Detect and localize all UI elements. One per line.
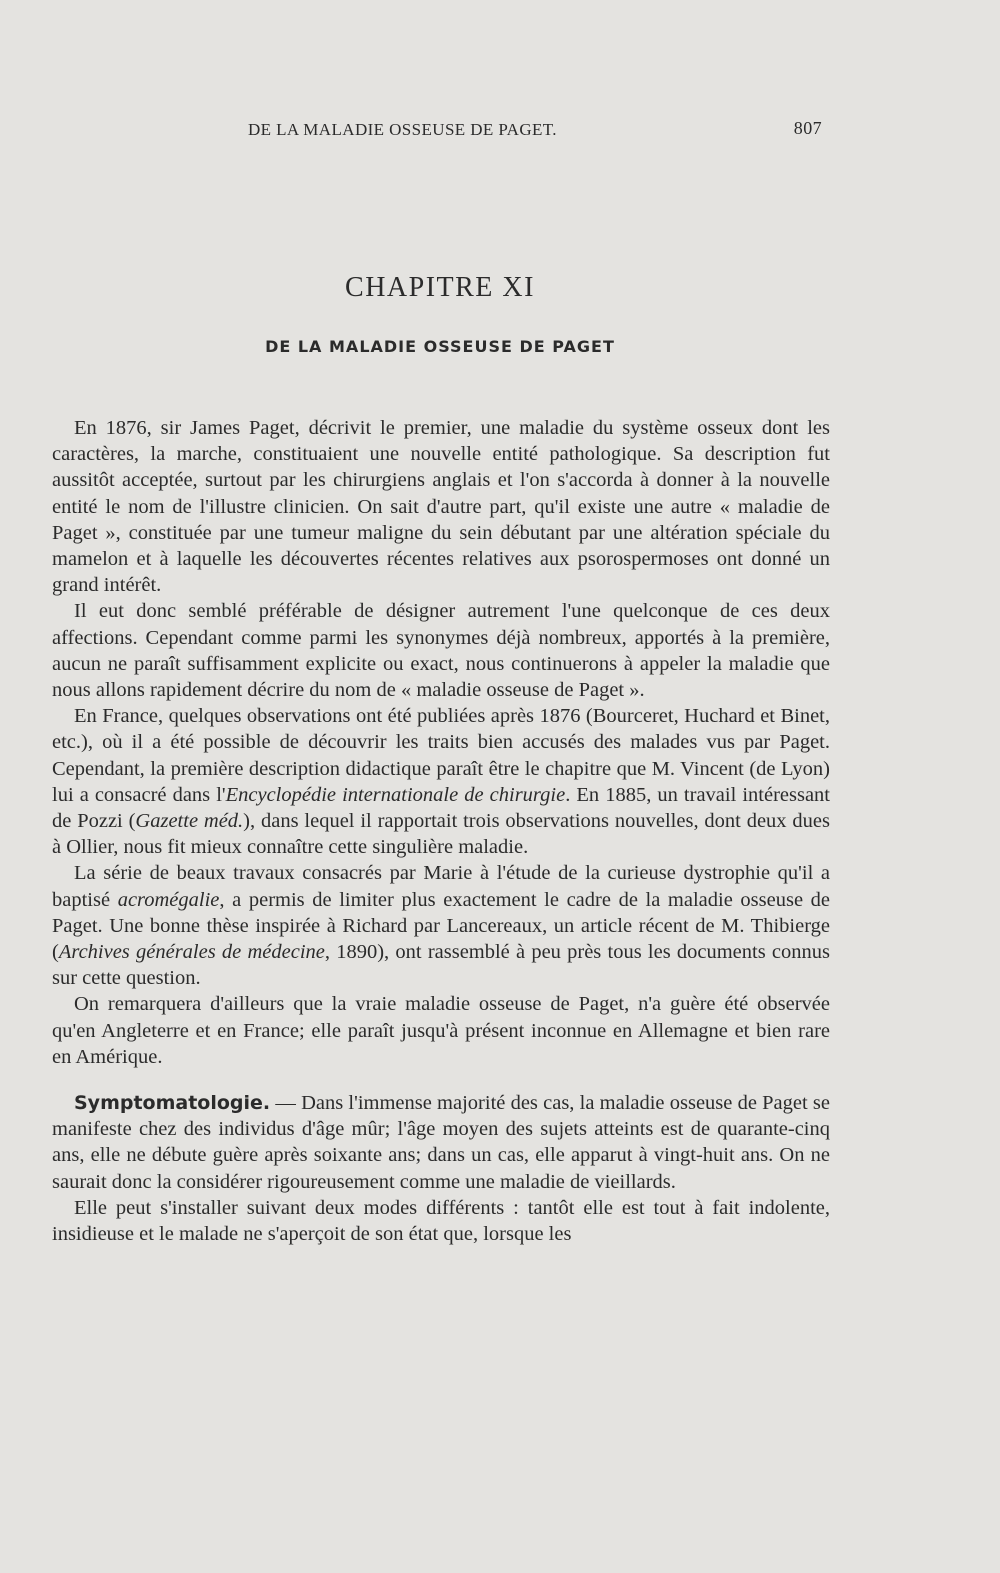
- paragraph-6-text: — Dans l'immense majorité des cas, la maladie osseuse de Paget se manifeste chez des individus d'âge mûr; l'âge moyen des sujets atteints est de quarante-cinq ans, elle ne débute guère après soixante ans; dans un cas, elle apparut à vingt-huit ans. On ne saurait donc la considérer rigoureusement comme une maladie de vieillards.: [52, 1092, 830, 1193]
- running-title: DE LA MALADIE OSSEUSE DE PAGET.: [248, 120, 557, 139]
- paragraph-3: [52, 703, 830, 860]
- paragraph-7: Elle peut s'installer suivant deux modes différents : tantôt elle est tout à fait indolente, insidieuse et le malade ne s'aperçoit de son état que, lorsque les: [52, 1196, 830, 1246]
- encyclopedie-title: Encyclopédie internationale de chirurgie: [225, 783, 566, 806]
- paragraph-4-text-a: La série de beaux travaux consacrés par Marie à l'étude de la curieuse dystrophie qu'il a baptisé: [52, 862, 830, 911]
- paragraph-4-text-c: , 1890), ont rassemblé à peu près tous les documents connus sur cette question.: [52, 941, 830, 990]
- section-heading: Symptomatologie.: [74, 1092, 271, 1115]
- paragraph-3-text-a: En France, quelques observations ont été publiées après 1876 (Bourceret, Huchard et Binet, etc.), où il a été possible de découvrir les traits bien accusés des malades vus par Paget. Cependant, la première description didactique paraît être le chapitre que M. Vincent (de Lyon) lui a consacré dans l': [52, 705, 830, 806]
- paragraph-3-text-c: ), dans lequel il rapportait trois observations nouvelles, dont deux dues à Ollier, nous fit mieux connaître cette singulière maladie.: [52, 810, 830, 859]
- archives-title: Archives générales de médecine: [58, 941, 325, 964]
- chapter-subtitle: DE LA MALADIE OSSEUSE DE PAGET: [265, 337, 615, 356]
- paragraph-1: En 1876, sir James Paget, décrivit le premier, une maladie du système osseux dont les caractères, la marche, constituaient une nouvelle entité pathologique. Sa description fut aussitôt acceptée, surtout par les chirurgiens anglais et l'on s'accorda à donner à la nouvelle entité le nom de l'illustre clinicien. On sait d'autre part, qu'il existe une autre « maladie de Paget », constituée par une tumeur maligne du sein débutant par une altération spéciale du mamelon et à laquelle les découvertes récentes relatives aux psorospermoses ont donné un grand intérêt.: [52, 417, 830, 597]
- paragraph-4: [52, 860, 830, 991]
- paragraph-6: [52, 1090, 830, 1195]
- body-text: [52, 415, 830, 1247]
- running-header: [52, 116, 822, 144]
- acromegalie-term: acromégalie: [117, 888, 220, 911]
- paragraph-3-text-b: . En 1885, un travail intéressant de Pozzi (: [52, 783, 830, 833]
- gazette-title: Gazette méd.: [135, 810, 244, 833]
- paragraph-2: Il eut donc semblé préférable de désigner autrement l'une quelconque de ces deux affections. Cependant comme parmi les synonymes déjà nombreux, apportés à la première, aucun ne paraît suffisamment explicite ou exact, nous continuerons à appeler la maladie que nous allons rapidement décrire du nom de « maladie osseuse de Paget ».: [52, 600, 830, 702]
- page-number: 807: [793, 118, 822, 138]
- paragraph-4-text-b: , a permis de limiter plus exactement le cadre de la maladie osseuse de Paget. Une bonne thèse inspirée à Richard par Lancereaux, un article récent de M. Thibierge (: [52, 888, 830, 964]
- chapter-title: CHAPITRE XI: [345, 272, 535, 303]
- paragraph-5: On remarquera d'ailleurs que la vraie maladie osseuse de Paget, n'a guère été observée qu'en Angleterre et en France; elle paraît jusqu'à présent inconnue en Allemagne et bien rare en Amérique.: [52, 993, 830, 1068]
